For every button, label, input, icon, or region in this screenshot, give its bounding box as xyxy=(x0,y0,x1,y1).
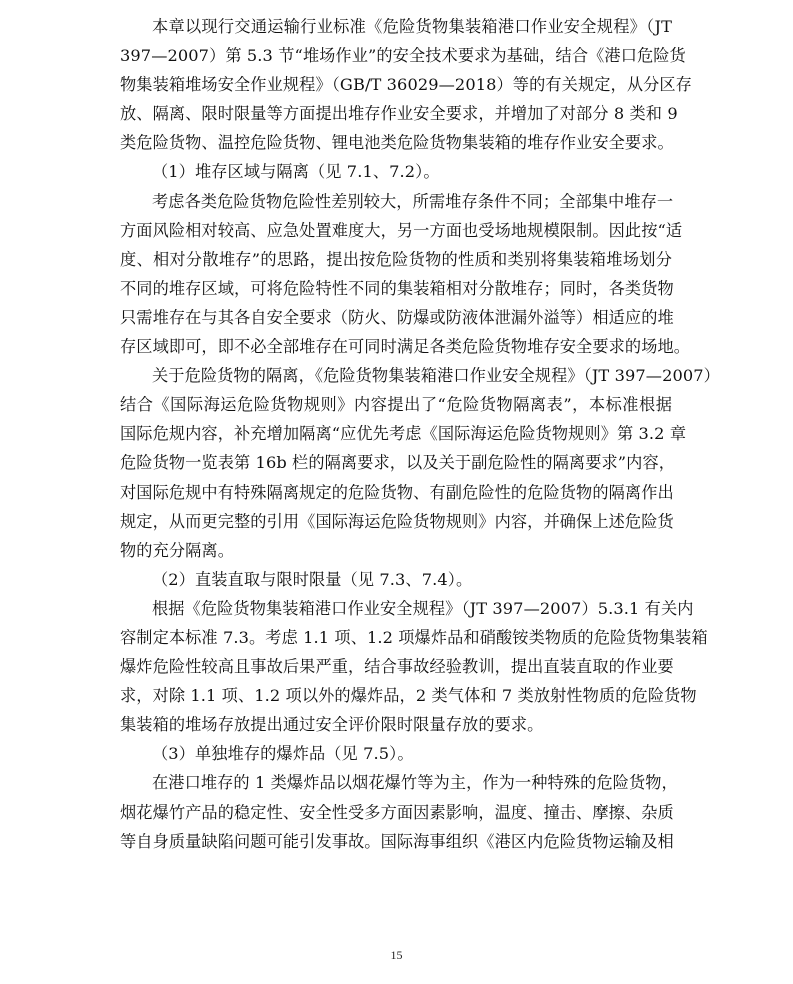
paragraph-2-line-1: 考虑各类危险货物危险性差别较大，所需堆存条件不同；全部集中堆存一 xyxy=(152,191,674,211)
body-text xyxy=(120,12,720,856)
paragraph-1-line-4: 放、隔离、限时限量等方面提出堆存作业安全要求，并增加了对部分 8 类和 9 xyxy=(120,104,678,124)
paragraph-3-line-4: 危险货物一览表第 16b 栏的隔离要求，以及关于副危险性的隔离要求”内容， xyxy=(120,453,676,473)
section-heading-1: （1）堆存区域与隔离（见 7.1、7.2）。 xyxy=(152,162,440,182)
paragraph-5-line-1: 在港口堆存的 1 类爆炸品以烟花爆竹等为主，作为一种特殊的危险货物， xyxy=(152,773,678,793)
paragraph-3-line-6: 规定，从而更完整的引用《国际海运危险货物规则》内容，并确保上述危险货 xyxy=(120,511,674,531)
paragraph-3-line-1: 关于危险货物的隔离，《危险货物集装箱港口作业安全规程》（JT 397—2007） xyxy=(152,366,720,386)
paragraph-1-line-3: 物集装箱堆场安全作业规程》（GB/T 36029—2018）等的有关规定，从分区存 xyxy=(120,75,692,95)
paragraph-1-line-2: 397—2007）第 5.3 节“堆场作业”的安全技术要求为基础，结合《港口危险货 xyxy=(120,46,686,66)
paragraph-2-line-5: 只需堆存在与其各自安全要求（防火、防爆或防液体泄漏外溢等）相适应的堆 xyxy=(120,307,674,327)
paragraph-1-line-5: 类危险货物、温控危险货物、锂电池类危险货物集装箱的堆存作业安全要求。 xyxy=(120,133,674,153)
section-heading-2: （2）直装直取与限时限量（见 7.3、7.4）。 xyxy=(152,569,473,589)
paragraph-4-line-2: 容制定本标准 7.3。考虑 1.1 项、1.2 项爆炸品和硝酸铵类物质的危险货物集装箱 xyxy=(120,627,708,647)
paragraph-5-line-3: 等自身质量缺陷问题可能引发事故。国际海事组织《港区内危险货物运输及相 xyxy=(120,831,674,851)
paragraph-3-line-5: 对国际危规中有特殊隔离规定的危险货物、有副危险性的危险货物的隔离作出 xyxy=(120,482,674,502)
paragraph-4-line-3: 爆炸危险性较高且事故后果严重，结合事故经验教训，提出直装直取的作业要 xyxy=(120,657,674,677)
paragraph-3-line-3: 国际危规内容，补充增加隔离“应优先考虑《国际海运危险货物规则》第 3.2 章 xyxy=(120,424,687,444)
page-number: 15 xyxy=(390,948,403,962)
paragraph-2-line-2: 方面风险相对较高、应急处置难度大，另一方面也受场地规模限制。因此按“适 xyxy=(120,220,683,240)
paragraph-2-line-4: 不同的堆存区域，可将危险特性不同的集装箱相对分散堆存；同时，各类货物 xyxy=(120,278,674,298)
paragraph-3-line-2: 结合《国际海运危险货物规则》内容提出了“危险货物隔离表”，本标准根据 xyxy=(120,395,672,415)
paragraph-4-line-4: 求，对除 1.1 项、1.2 项以外的爆炸品，2 类气体和 7 类放射性物质的危险货物 xyxy=(120,686,697,706)
paragraph-4-line-1: 根据《危险货物集装箱港口作业安全规程》（JT 397—2007）5.3.1 有关内 xyxy=(152,598,694,618)
section-heading-3: （3）单独堆存的爆炸品（见 7.5）。 xyxy=(152,744,414,764)
paragraph-4-line-5: 集装箱的堆场存放提出通过安全评价限时限量存放的要求。 xyxy=(120,715,544,735)
paragraph-1-line-1: 本章以现行交通运输行业标准《危险货物集装箱港口作业安全规程》（JT xyxy=(152,17,672,36)
paragraph-2-line-6: 存区域即可，即不必全部堆存在可同时满足各类危险货物堆存安全要求的场地。 xyxy=(120,337,691,357)
paragraph-5-line-2: 烟花爆竹产品的稳定性、安全性受多方面因素影响，温度、撞击、摩擦、杂质 xyxy=(120,802,674,822)
paragraph-3-line-7: 物的充分隔离。 xyxy=(120,540,235,560)
paragraph-2-line-3: 度、相对分散堆存”的思路，提出按危险货物的性质和类别将集装箱堆场划分 xyxy=(120,249,672,269)
